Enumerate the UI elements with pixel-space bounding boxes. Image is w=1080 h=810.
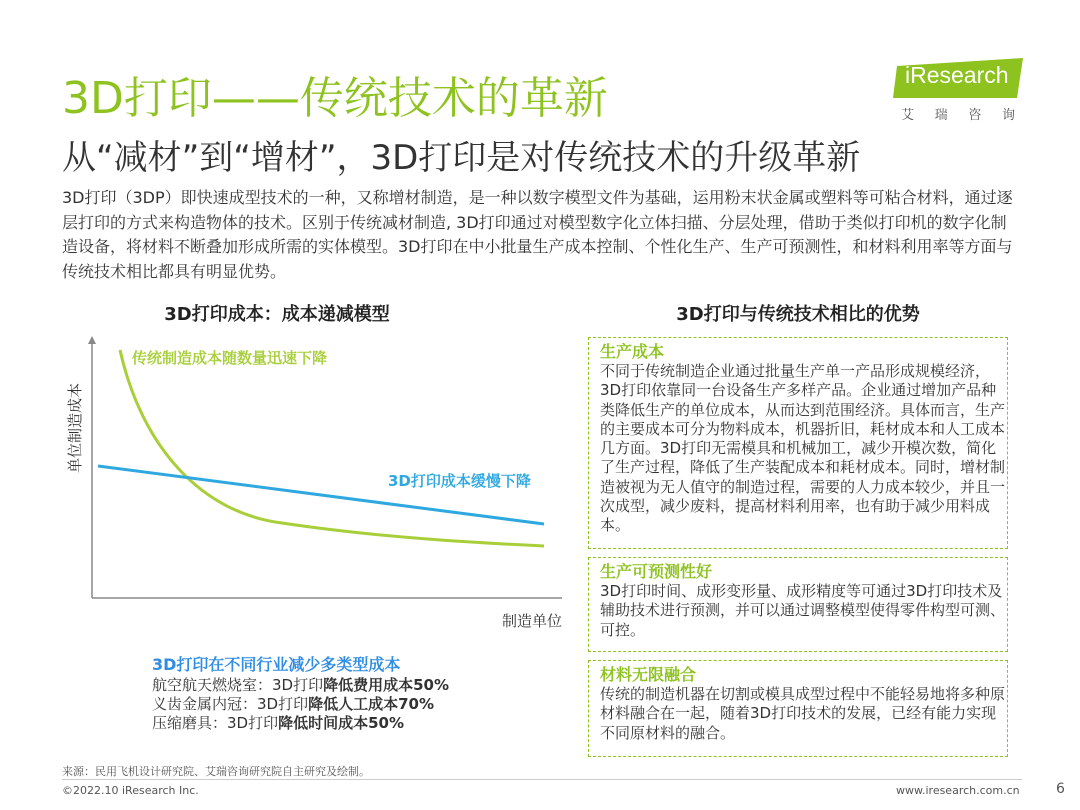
advantage-body: 3D打印时间、成形变形量、成形精度等可通过3D打印技术及辅助技术进行预测，并可以通过调整模型使得零件构型可测、可控。 — [600, 582, 1006, 639]
cost-model-title: 3D打印成本：成本递减模型 — [164, 304, 390, 325]
savings-highlight: 降低人工成本70% — [308, 695, 435, 713]
logo-char: 瑞 — [934, 108, 948, 123]
savings-title: 3D打印在不同行业减少多类型成本 — [152, 655, 401, 674]
iresearch-logo — [893, 58, 1023, 123]
y-axis-label: 单位制造成本 — [66, 382, 84, 474]
page-title: 3D打印——传统技术的革新 — [62, 73, 608, 124]
advantage-title: 生产成本 — [600, 342, 665, 361]
copyright: ©2022.10 iResearch Inc. — [62, 784, 199, 797]
website-link[interactable]: www.iresearch.com.cn — [896, 784, 1020, 797]
savings-row — [152, 714, 582, 733]
cost-savings-block — [152, 654, 582, 733]
logo-wordmark: iResearch — [905, 62, 1009, 88]
logo-char: 询 — [1001, 108, 1015, 123]
advantage-body: 不同于传统制造企业通过批量生产单一产品形成规模经济，3D打印依靠同一台设备生产多样产品。企业通过增加产品种类降低生产的单位成本，从而达到范围经济。具体而言，生产的主要成本可分为物料成本，机器折旧，耗材成本和人工成本几方面。3D打印无需模具和机械加工，减少开模次数，简化了生产过程，降低了生产装配成本和耗材成本。同时，增材制造被视为无人值守的制造过程，需要的人力成本较少，并且一次成型，减少废料，提高材料利用率，也有助于减少用料成本。 — [600, 362, 1006, 535]
advantage-title: 材料无限融合 — [600, 665, 697, 684]
savings-highlight: 降低费用成本50% — [323, 676, 450, 694]
savings-prefix: 压缩磨具：3D打印 — [152, 714, 279, 732]
advantages-title: 3D打印与传统技术相比的优势 — [676, 304, 920, 325]
x-axis-label: 制造单位 — [501, 612, 562, 630]
source-note: 来源：民用飞机设计研究院、艾瑞咨询研究院自主研究及绘制。 — [62, 765, 370, 778]
savings-row — [152, 676, 582, 695]
savings-prefix: 义齿金属内冠：3D打印 — [152, 695, 309, 713]
cost-curve-chart — [62, 328, 572, 638]
savings-prefix: 航空航天燃烧室：3D打印 — [152, 676, 324, 694]
advantage-card-predictability — [588, 557, 1008, 652]
savings-row — [152, 695, 582, 714]
footer-divider — [62, 779, 1022, 780]
advantage-card-materials — [588, 660, 1008, 757]
savings-highlight: 降低时间成本50% — [278, 714, 405, 732]
page-number: 6 — [1056, 781, 1065, 797]
page-subtitle: 从“减材”到“增材”，3D打印是对传统技术的升级革新 — [62, 138, 861, 178]
series-label-traditional: 传统制造成本随数量迅速下降 — [132, 349, 328, 367]
advantage-card-cost — [588, 337, 1008, 549]
advantage-title: 生产可预测性好 — [600, 562, 713, 581]
logo-char: 艾 — [901, 108, 915, 123]
intro-paragraph: 3D打印（3DP）即快速成型技术的一种，又称增材制造，是一种以数字模型文件为基础，运用粉末状金属或塑料等可粘合材料，通过逐层打印的方式来构造物体的技术。区别于传统减材制造, 3D打印通过对模型数字化立体扫描、分层处理，借助于类似打印机的数字化制造设备，将材料不断叠加形成所需的实体模型。3D打印在中小批量生产成本控制、个性化生产、生产可预测性，和材料利用率等方面与传统技术相比都具有明显优势。 — [62, 188, 1013, 281]
logo-subtext — [893, 104, 1023, 123]
series-label-3d-printing: 3D打印成本缓慢下降 — [388, 472, 531, 490]
y-axis-arrow — [88, 336, 96, 344]
advantage-body: 传统的制造机器在切割或模具成型过程中不能轻易地将多种原材料融合在一起，随着3D打印技术的发展，已经有能力实现不同原材料的融合。 — [600, 685, 1006, 742]
logo-char: 咨 — [968, 108, 982, 123]
